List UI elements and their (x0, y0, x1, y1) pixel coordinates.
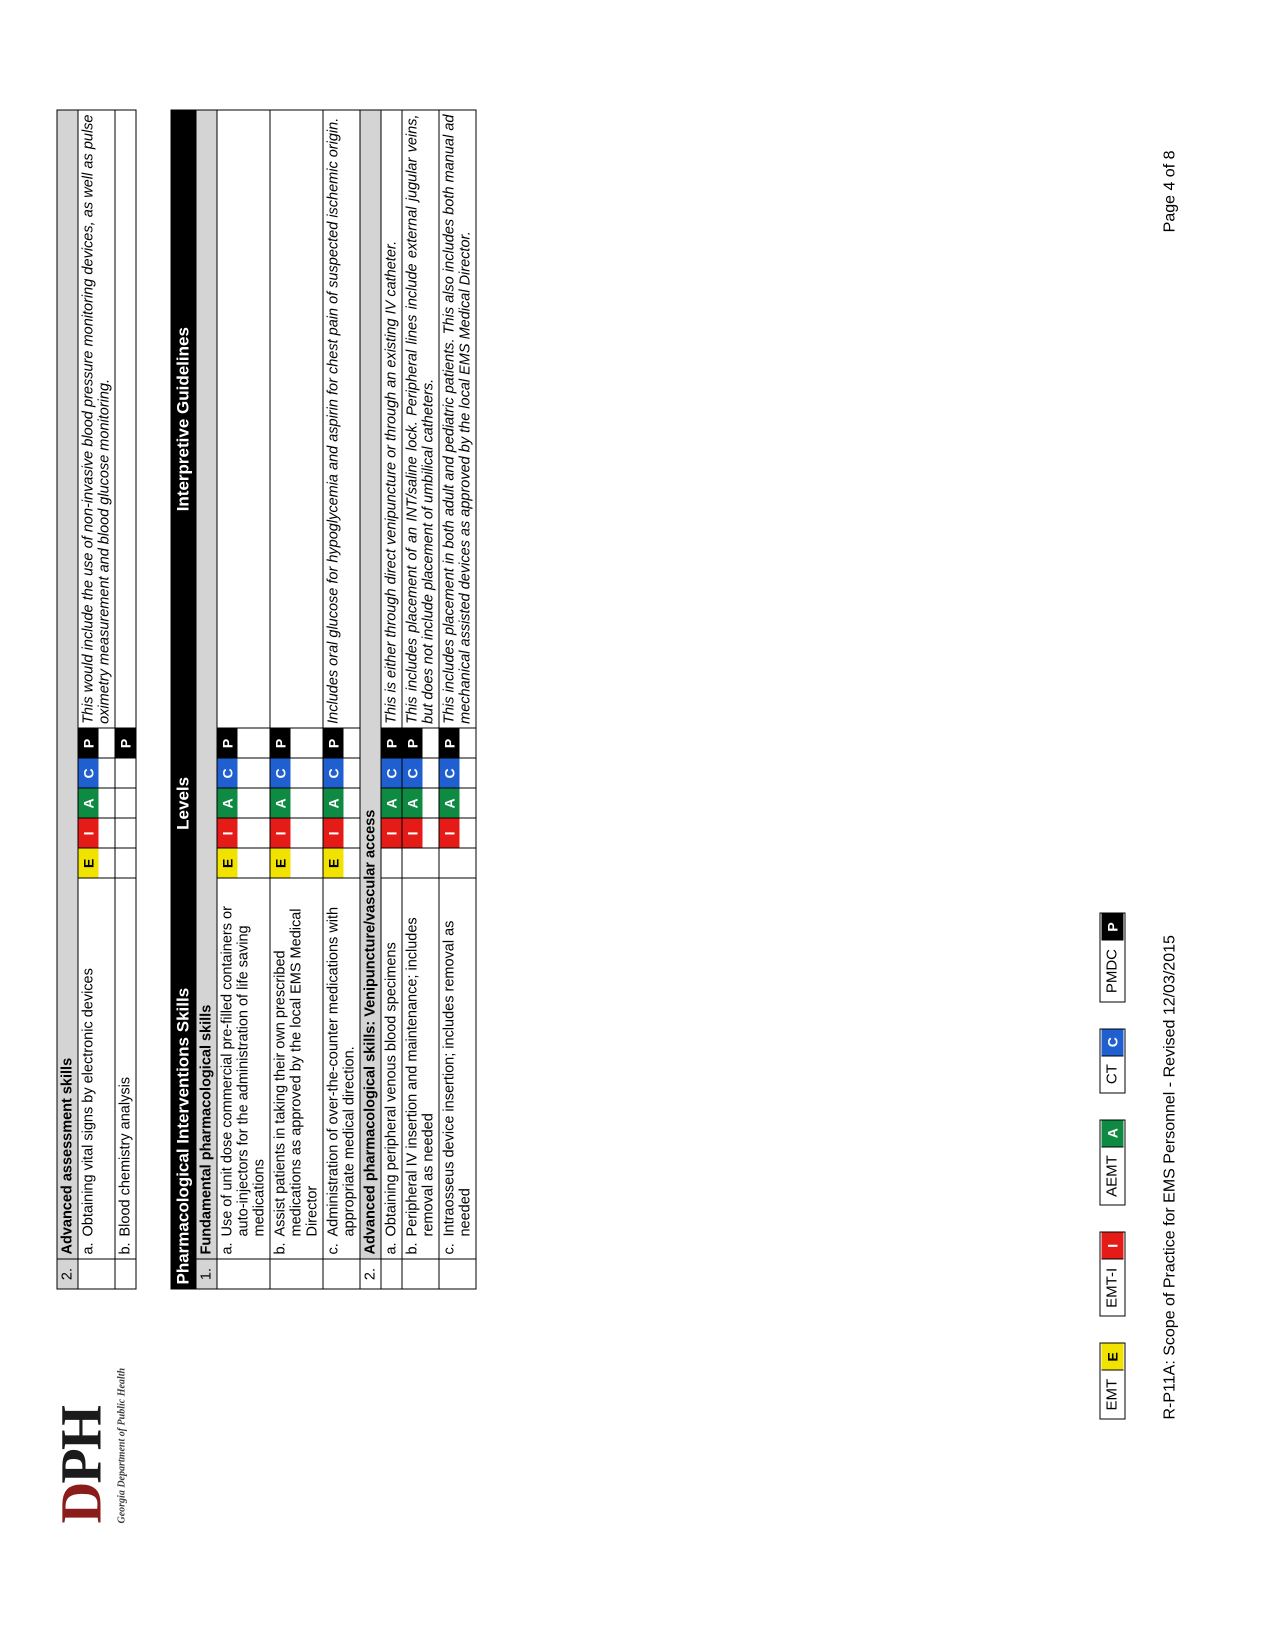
row-letter: b. (117, 1241, 133, 1255)
level-cell-I (217, 818, 270, 848)
level-chip-E (439, 848, 459, 877)
skill-text: Intraosseus device insertion; includes removal as needed (441, 920, 473, 1237)
level-cell-P (323, 728, 360, 758)
level-chip-C: C (381, 758, 401, 787)
table-gap (136, 150, 170, 1521)
header-levels: Levels (171, 728, 196, 878)
row-number-cell (115, 1259, 136, 1289)
row-letter: c. (441, 1242, 457, 1255)
page-footer (1161, 150, 1179, 1419)
legend-label: CT (1101, 1055, 1123, 1092)
guideline-cell: Includes oral glucose for hypoglycemia and aspirin for chest pain of suspected ischemic origin. (323, 110, 360, 728)
level-cell-E (381, 848, 402, 878)
level-cell-P (381, 728, 402, 758)
level-cell-E (217, 848, 270, 878)
advanced-assessment-table (56, 109, 136, 1289)
level-cell-A (402, 788, 439, 818)
level-cell-I (78, 818, 115, 848)
level-chip-P: P (115, 728, 135, 757)
legend-label: PMDC (1101, 939, 1123, 1000)
skill-cell (381, 878, 402, 1259)
section-title: Advanced assessment skills (57, 110, 78, 1259)
row-number-cell (381, 1259, 402, 1289)
row-letter: a. (383, 1241, 399, 1255)
level-chip-I: I (78, 818, 98, 847)
guideline-cell: This is either through direct venipuncture or through an existing IV catheter. (381, 110, 402, 728)
level-cell-E (439, 848, 476, 878)
header-skills: Pharmacological Interventions Skills (171, 878, 196, 1289)
guideline-cell (217, 110, 270, 728)
logo-tagline: Georgia Department of Public Health (116, 1367, 127, 1523)
level-cell-P (402, 728, 439, 758)
level-cell-I (381, 818, 402, 848)
section-header-row (196, 110, 217, 1289)
footer-document-id: R-P11A: Scope of Practice for EMS Personnel - Revised 12/03/2015 (1161, 934, 1178, 1419)
level-cell-E (323, 848, 360, 878)
level-chip-I: I (270, 818, 290, 847)
table-row (402, 110, 439, 1289)
row-number-cell (217, 1259, 270, 1289)
level-chip-A: A (402, 788, 422, 817)
level-cell-P (78, 728, 115, 758)
footer-page-number: Page 4 of 8 (1161, 150, 1178, 232)
level-chip-E: E (323, 848, 343, 877)
level-cell-P (439, 728, 476, 758)
guideline-cell: This would include the use of non-invasive blood pressure monitoring devices, as well as pulse oximetry measurement and blood glucose monitoring. (78, 110, 115, 728)
level-chip-I (115, 818, 135, 847)
table-row (115, 110, 136, 1289)
level-chip-A: A (323, 788, 343, 817)
level-cell-P (270, 728, 323, 758)
level-chip-I: I (217, 818, 237, 847)
legend-label: AEMT (1101, 1146, 1123, 1205)
level-chip-I: I (381, 818, 401, 847)
skill-cell (78, 878, 115, 1259)
level-cell-A (217, 788, 270, 818)
skill-cell (270, 878, 323, 1259)
row-letter: a. (219, 1241, 235, 1255)
skill-cell (115, 878, 136, 1259)
guideline-cell: This includes placement in both adult and pediatric patients. This also includes both manual ad mechanical assisted devices as approved by the local EMS Medical Director. (439, 110, 476, 728)
table-row (270, 110, 323, 1289)
level-cell-C (381, 758, 402, 788)
legend-chip-I: I (1101, 1232, 1123, 1258)
level-cell-A (381, 788, 402, 818)
row-letter: b. (272, 1241, 288, 1255)
skill-text: Assist patients in taking their own prescribed medications as approved by the local EMS Medical Director (272, 907, 320, 1237)
legend-chip-C: C (1101, 1029, 1123, 1055)
level-chip-C: C (217, 758, 237, 787)
level-chip-P: P (381, 728, 401, 757)
level-cell-A (439, 788, 476, 818)
legend-item-ct (1099, 1028, 1125, 1093)
section-title: Advanced pharmacological skills: Venipuncture/vascular access (360, 110, 381, 1259)
level-chip-C: C (270, 758, 290, 787)
level-chip-A: A (78, 788, 98, 817)
logo-wordmark-text: DPH (48, 1406, 113, 1523)
level-cell-C (115, 758, 136, 788)
level-chip-E (381, 848, 401, 877)
level-cell-A (78, 788, 115, 818)
level-legend (1099, 912, 1125, 1419)
table-row (381, 110, 402, 1289)
row-number-cell (439, 1259, 476, 1289)
section-header-row (57, 110, 78, 1289)
guideline-cell (115, 110, 136, 728)
legend-chip-A: A (1101, 1120, 1123, 1146)
skill-text: Peripheral IV insertion and maintenance; includes removal as needed (404, 916, 436, 1237)
guideline-cell (270, 110, 323, 728)
level-cell-C (217, 758, 270, 788)
level-chip-I: I (323, 818, 343, 847)
skill-text: Obtaining vital signs by electronic devices (80, 967, 96, 1237)
skill-text: Administration of over-the-counter medications with appropriate medical direction. (325, 906, 357, 1237)
section-title: Fundamental pharmacological skills (196, 110, 217, 1259)
level-cell-P (217, 728, 270, 758)
level-cell-I (270, 818, 323, 848)
header-guidelines: Interpretive Guidelines (171, 110, 196, 728)
skill-cell (217, 878, 270, 1259)
level-chip-C: C (323, 758, 343, 787)
level-cell-A (115, 788, 136, 818)
legend-item-aemt (1099, 1119, 1125, 1206)
row-letter: a. (80, 1241, 96, 1255)
legend-chip-P: P (1101, 913, 1123, 939)
skill-text: Use of unit dose commercial pre-filled containers or auto-injectors for the administration of life saving medications (219, 905, 267, 1237)
level-chip-P: P (402, 728, 422, 757)
table-row (78, 110, 115, 1289)
section-number: 1. (196, 1259, 217, 1289)
level-chip-A: A (381, 788, 401, 817)
level-chip-A: A (217, 788, 237, 817)
level-cell-A (323, 788, 360, 818)
row-letter: b. (404, 1241, 420, 1255)
level-chip-I: I (439, 818, 459, 847)
level-chip-C: C (439, 758, 459, 787)
level-chip-E (402, 848, 422, 877)
level-chip-P: P (217, 728, 237, 757)
skill-cell (439, 878, 476, 1259)
level-cell-C (402, 758, 439, 788)
level-chip-E: E (217, 848, 237, 877)
row-letter: c. (325, 1242, 341, 1255)
level-chip-A: A (270, 788, 290, 817)
section-number: 2. (360, 1259, 381, 1289)
level-cell-A (270, 788, 323, 818)
level-cell-I (323, 818, 360, 848)
legend-chip-E: E (1101, 1343, 1123, 1369)
level-cell-E (78, 848, 115, 878)
pharmacological-interventions-table (170, 109, 476, 1289)
table-row (439, 110, 476, 1289)
level-chip-I: I (402, 818, 422, 847)
level-cell-E (270, 848, 323, 878)
row-number-cell (270, 1259, 323, 1289)
section-header-row (360, 110, 381, 1289)
level-cell-C (323, 758, 360, 788)
level-chip-C (115, 758, 135, 787)
skill-text: Blood chemistry analysis (117, 1076, 133, 1237)
level-chip-E: E (78, 848, 98, 877)
dph-logo (48, 1293, 127, 1523)
guideline-cell: This includes placement of an INT/saline lock. Peripheral lines include external jugular veins, but does not include placement of umbilical catheters. (402, 110, 439, 728)
level-cell-E (115, 848, 136, 878)
legend-label: EMT-I (1101, 1258, 1123, 1315)
level-chip-C: C (402, 758, 422, 787)
skill-cell (402, 878, 439, 1259)
level-cell-P (115, 728, 136, 758)
row-number-cell (78, 1259, 115, 1289)
table-row (323, 110, 360, 1289)
legend-item-emt (1099, 1342, 1125, 1419)
level-chip-E: E (270, 848, 290, 877)
level-cell-I (439, 818, 476, 848)
row-number-cell (402, 1259, 439, 1289)
legend-item-pmdc (1099, 912, 1125, 1001)
dph-wordmark-icon (48, 1308, 114, 1523)
level-chip-C: C (78, 758, 98, 787)
level-chip-P: P (323, 728, 343, 757)
level-chip-P: P (78, 728, 98, 757)
level-cell-C (270, 758, 323, 788)
skill-text: Obtaining peripheral venous blood specimens (383, 941, 399, 1237)
level-chip-P: P (439, 728, 459, 757)
level-cell-C (439, 758, 476, 788)
section-number: 2. (57, 1259, 78, 1289)
skill-cell (323, 878, 360, 1259)
level-cell-E (402, 848, 439, 878)
table-header-row (171, 110, 196, 1289)
row-number-cell (323, 1259, 360, 1289)
level-chip-P: P (270, 728, 290, 757)
table-row (217, 110, 270, 1289)
level-chip-A (115, 788, 135, 817)
level-chip-E (115, 848, 135, 877)
level-cell-C (78, 758, 115, 788)
legend-item-emt-i (1099, 1231, 1125, 1316)
level-chip-A: A (439, 788, 459, 817)
legend-label: EMT (1101, 1369, 1123, 1418)
level-cell-I (402, 818, 439, 848)
level-cell-I (115, 818, 136, 848)
